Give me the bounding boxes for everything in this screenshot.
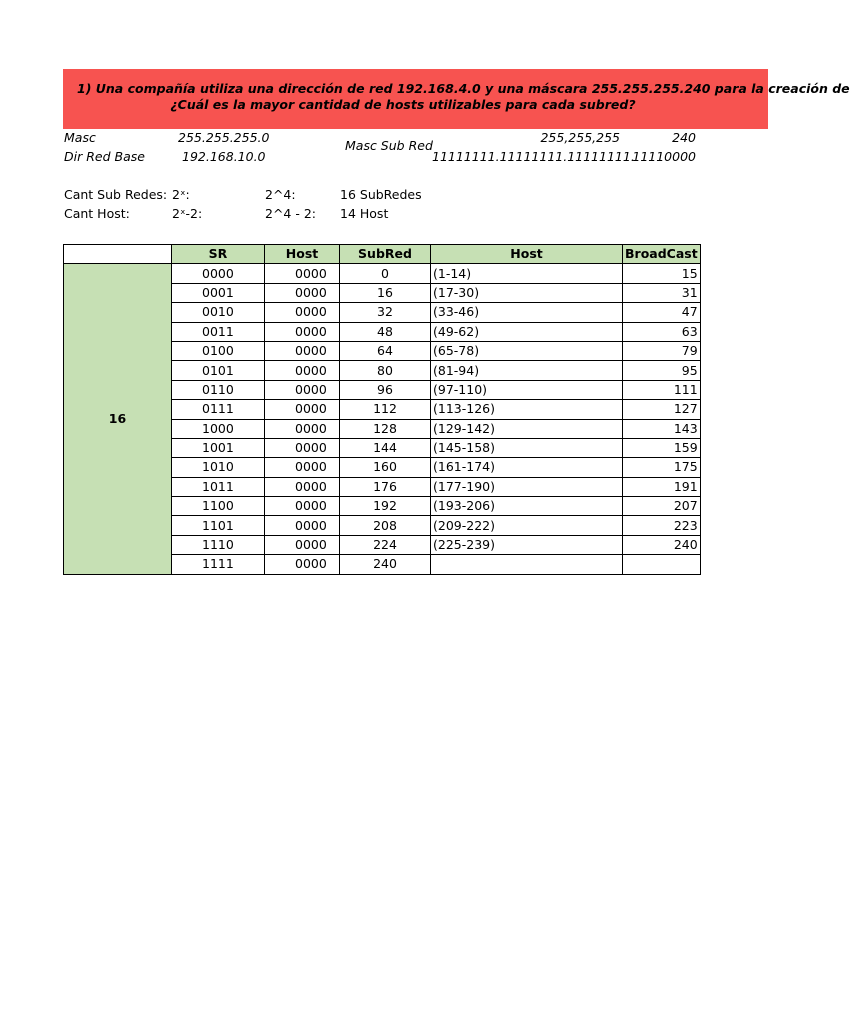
masc-sub-red-octet: 240 bbox=[672, 130, 696, 145]
sr-cell: 1101 bbox=[172, 516, 265, 535]
question-banner bbox=[63, 69, 850, 129]
broadcast-cell: 79 bbox=[623, 341, 701, 360]
host-range-cell: (129-142) bbox=[431, 419, 623, 438]
sr-cell: 1011 bbox=[172, 477, 265, 496]
cant-sub-redes-label: Cant Sub Redes: bbox=[64, 187, 168, 202]
host-range-cell: (49-62) bbox=[431, 322, 623, 341]
subred-cell: 48 bbox=[340, 322, 431, 341]
sr-cell: 0110 bbox=[172, 380, 265, 399]
subnet-table bbox=[63, 244, 701, 575]
broadcast-cell: 47 bbox=[623, 303, 701, 322]
dir-red-base-value: 192.168.10.0 bbox=[182, 149, 266, 164]
broadcast-cell: 95 bbox=[623, 361, 701, 380]
host-bits-cell: 0000 bbox=[265, 322, 340, 341]
host-bits-cell: 0000 bbox=[265, 516, 340, 535]
table-body bbox=[64, 264, 701, 574]
broadcast-cell: 31 bbox=[623, 283, 701, 302]
subred-cell: 112 bbox=[340, 400, 431, 419]
sr-cell: 1100 bbox=[172, 497, 265, 516]
subred-cell: 240 bbox=[340, 555, 431, 574]
host-range-cell: (97-110) bbox=[431, 380, 623, 399]
host-bits-cell: 0000 bbox=[265, 535, 340, 554]
sr-cell: 0001 bbox=[172, 283, 265, 302]
table-header-row bbox=[64, 245, 701, 264]
host-range-cell: (17-30) bbox=[431, 283, 623, 302]
broadcast-cell: 175 bbox=[623, 458, 701, 477]
sr-cell: 0010 bbox=[172, 303, 265, 322]
subred-cell: 64 bbox=[340, 341, 431, 360]
subred-cell: 208 bbox=[340, 516, 431, 535]
question-line-2: ¿Cuál es la mayor cantidad de hosts utilizables para cada subred? bbox=[170, 97, 636, 112]
host-range-cell: (225-239) bbox=[431, 535, 623, 554]
subred-cell: 160 bbox=[340, 458, 431, 477]
broadcast-cell: 127 bbox=[623, 400, 701, 419]
host-bits-cell: 0000 bbox=[265, 419, 340, 438]
sr-cell: 0100 bbox=[172, 341, 265, 360]
host-bits-cell: 0000 bbox=[265, 555, 340, 574]
cant-host-formula: 2ˣ-2: bbox=[172, 206, 203, 221]
sr-cell: 0111 bbox=[172, 400, 265, 419]
sr-cell: 0101 bbox=[172, 361, 265, 380]
broadcast-cell: 15 bbox=[623, 264, 701, 283]
broadcast-cell: 111 bbox=[623, 380, 701, 399]
host-bits-cell: 0000 bbox=[265, 303, 340, 322]
subred-cell: 192 bbox=[340, 497, 431, 516]
host-range-cell: (81-94) bbox=[431, 361, 623, 380]
sr-cell: 1110 bbox=[172, 535, 265, 554]
header-host: Host bbox=[265, 245, 340, 264]
host-range-cell: (113-126) bbox=[431, 400, 623, 419]
host-range-cell bbox=[431, 555, 623, 574]
host-range-cell: (209-222) bbox=[431, 516, 623, 535]
host-range-cell: (177-190) bbox=[431, 477, 623, 496]
subred-cell: 32 bbox=[340, 303, 431, 322]
subred-cell: 144 bbox=[340, 438, 431, 457]
header-broadcast: BroadCast bbox=[623, 245, 701, 264]
broadcast-cell: 207 bbox=[623, 497, 701, 516]
sr-cell: 1010 bbox=[172, 458, 265, 477]
header-subred: SubRed bbox=[340, 245, 431, 264]
header-host-range: Host bbox=[431, 245, 623, 264]
dir-red-base-label: Dir Red Base bbox=[64, 149, 145, 164]
host-range-cell: (145-158) bbox=[431, 438, 623, 457]
host-bits-cell: 0000 bbox=[265, 341, 340, 360]
cant-host-expr: 2^4 - 2: bbox=[265, 206, 317, 221]
host-bits-cell: 0000 bbox=[265, 400, 340, 419]
subred-cell: 80 bbox=[340, 361, 431, 380]
host-range-cell: (65-78) bbox=[431, 341, 623, 360]
broadcast-cell: 223 bbox=[623, 516, 701, 535]
binary-mask-value: 11111111.11111111.11111111. bbox=[432, 149, 635, 164]
host-range-cell: (33-46) bbox=[431, 303, 623, 322]
sr-cell: 0000 bbox=[172, 264, 265, 283]
header-blank-cell bbox=[64, 245, 172, 264]
broadcast-cell: 63 bbox=[623, 322, 701, 341]
masc-label: Masc bbox=[64, 130, 96, 145]
subred-cell: 128 bbox=[340, 419, 431, 438]
host-range-cell: (1-14) bbox=[431, 264, 623, 283]
cant-host-result: 14 Host bbox=[340, 206, 389, 221]
cant-host-label: Cant Host: bbox=[64, 206, 130, 221]
subnet-count-cell: 16 bbox=[64, 264, 172, 574]
question-line-1: 1) Una compañía utiliza una dirección de red 192.168.4.0 y una máscara 255.255.255.240 para la creación de bbox=[77, 81, 850, 96]
masc-sub-red-value: 255,255,255 bbox=[540, 130, 620, 145]
broadcast-cell: 191 bbox=[623, 477, 701, 496]
host-bits-cell: 0000 bbox=[265, 477, 340, 496]
cant-sub-redes-result: 16 SubRedes bbox=[340, 187, 422, 202]
host-bits-cell: 0000 bbox=[265, 361, 340, 380]
cant-sub-redes-expr: 2^4: bbox=[265, 187, 296, 202]
host-bits-cell: 0000 bbox=[265, 380, 340, 399]
subred-cell: 16 bbox=[340, 283, 431, 302]
host-bits-cell: 0000 bbox=[265, 458, 340, 477]
binary-mask-octet: 11110000 bbox=[632, 149, 696, 164]
subred-cell: 0 bbox=[340, 264, 431, 283]
broadcast-cell: 159 bbox=[623, 438, 701, 457]
host-bits-cell: 0000 bbox=[265, 264, 340, 283]
sr-cell: 1000 bbox=[172, 419, 265, 438]
host-bits-cell: 0000 bbox=[265, 497, 340, 516]
subred-cell: 96 bbox=[340, 380, 431, 399]
host-bits-cell: 0000 bbox=[265, 283, 340, 302]
sr-cell: 1111 bbox=[172, 555, 265, 574]
sr-cell: 0011 bbox=[172, 322, 265, 341]
broadcast-cell: 143 bbox=[623, 419, 701, 438]
host-range-cell: (161-174) bbox=[431, 458, 623, 477]
subred-cell: 176 bbox=[340, 477, 431, 496]
host-bits-cell: 0000 bbox=[265, 438, 340, 457]
broadcast-cell bbox=[623, 555, 701, 574]
header-sr: SR bbox=[172, 245, 265, 264]
masc-value: 255.255.255.0 bbox=[178, 130, 270, 145]
sr-cell: 1001 bbox=[172, 438, 265, 457]
table-row bbox=[64, 264, 701, 283]
subred-cell: 224 bbox=[340, 535, 431, 554]
host-range-cell: (193-206) bbox=[431, 497, 623, 516]
broadcast-cell: 240 bbox=[623, 535, 701, 554]
masc-sub-red-label: Masc Sub Red bbox=[345, 138, 433, 153]
cant-sub-redes-formula: 2ˣ: bbox=[172, 187, 190, 202]
